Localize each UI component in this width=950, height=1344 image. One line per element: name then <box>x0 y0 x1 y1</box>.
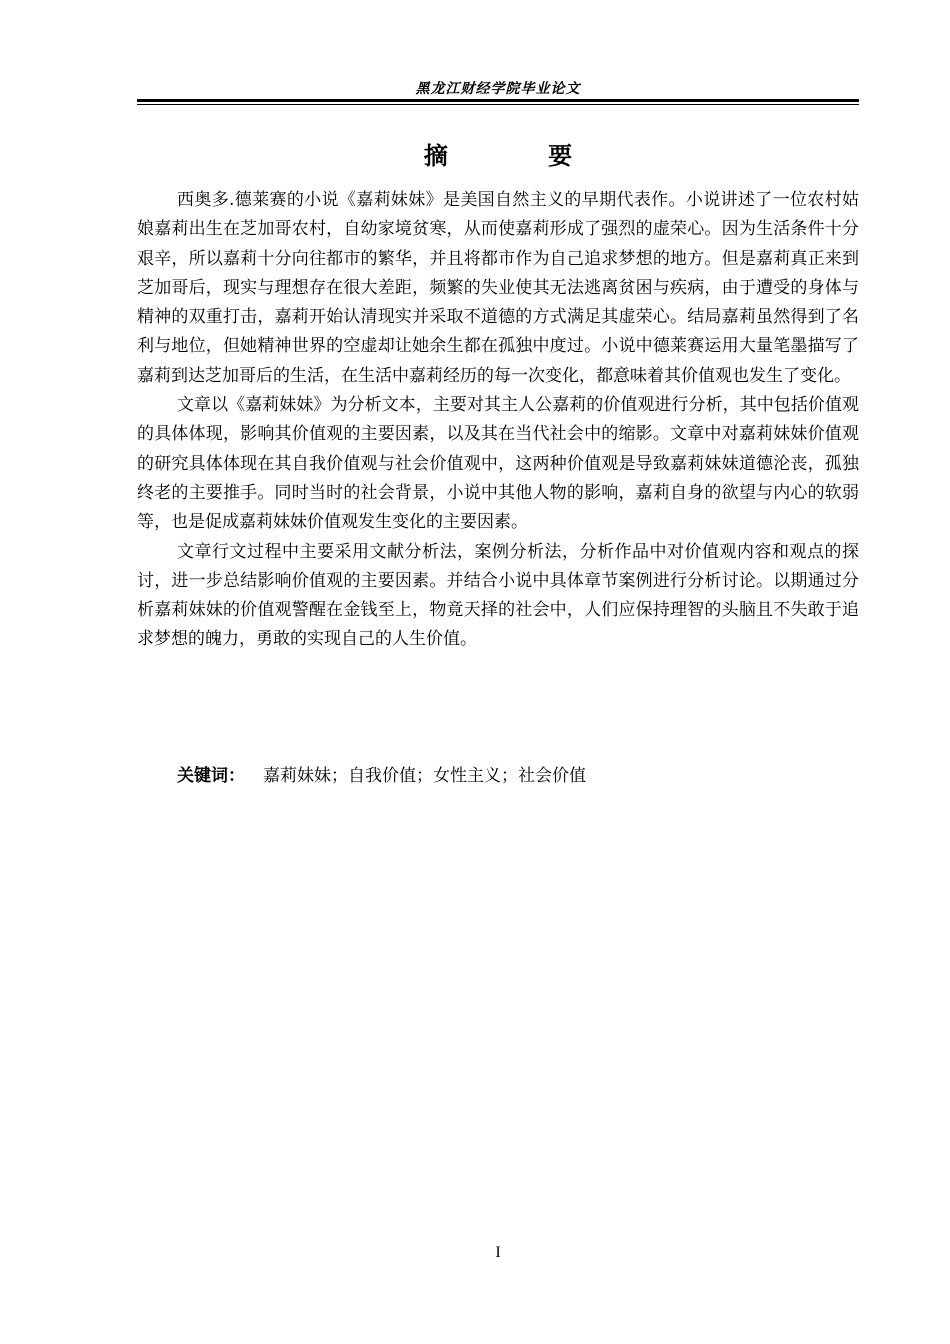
abstract-paragraph-3: 文章行文过程中主要采用文献分析法，案例分析法，分析作品中对价值观内容和观点的探讨，进一步总结影响价值观的主要因素。并结合小说中具体章节案例进行分析讨论。以期通过分析嘉莉妹妹的价值观警醒在金钱至上，物竟天择的社会中，人们应保持理智的头脑且不失敢于追求梦想的魄力，勇敢的实现自己的人生价值。 <box>137 541 859 650</box>
page-header: 黑龙江财经学院毕业论文 <box>415 81 581 97</box>
header-rule-thin <box>137 104 859 105</box>
abstract-body <box>137 186 859 655</box>
abstract-paragraph-1: 西奥多.德莱赛的小说《嘉莉妹妹》是美国自然主义的早期代表作。小说讲述了一位农村姑娘嘉莉出生在芝加哥农村，自幼家境贫寒，从而使嘉莉形成了强烈的虚荣心。因为生活条件十分艰辛，所以嘉莉十分向往都市的繁华，并且将都市作为自己追求梦想的地方。但是嘉莉真正来到芝加哥后，现实与理想存在很大差距，频繁的失业使其无法逃离贫困与疾病，由于遭受的身体与精神的双重打击，嘉莉开始认清现实并采取不道德的方式满足其虚荣心。结局嘉莉虽然得到了名利与地位，但她精神世界的空虚却让她余生都在孤独中度过。小说中德莱赛运用大量笔墨描写了嘉莉到达芝加哥后的生活，在生活中嘉莉经历的每一次变化，都意味着其价值观也发生了变化。 <box>137 190 859 386</box>
page-number: I <box>495 1244 501 1261</box>
keywords-label: 关键词： <box>177 766 245 786</box>
keywords-value: 嘉莉妹妹；自我价值；女性主义；社会价值 <box>263 766 586 786</box>
abstract-title: 摘 要 <box>423 142 619 170</box>
abstract-paragraph-2: 文章以《嘉莉妹妹》为分析文本，主要对其主人公嘉莉的价值观进行分析，其中包括价值观的具体体现，影响其价值观的主要因素，以及其在当代社会中的缩影。文章中对嘉莉妹妹价值观的研究具体体现在其自我价值观与社会价值观中，这两种价值观是导致嘉莉妹妹道德沦丧，孤独终老的主要推手。同时当时的社会背景，小说中其他人物的影响，嘉莉自身的欲望与内心的软弱等，也是促成嘉莉妹妹价值观发生变化的主要因素。 <box>137 395 859 533</box>
keywords-line <box>177 762 586 791</box>
header-rule-thick <box>137 99 859 102</box>
